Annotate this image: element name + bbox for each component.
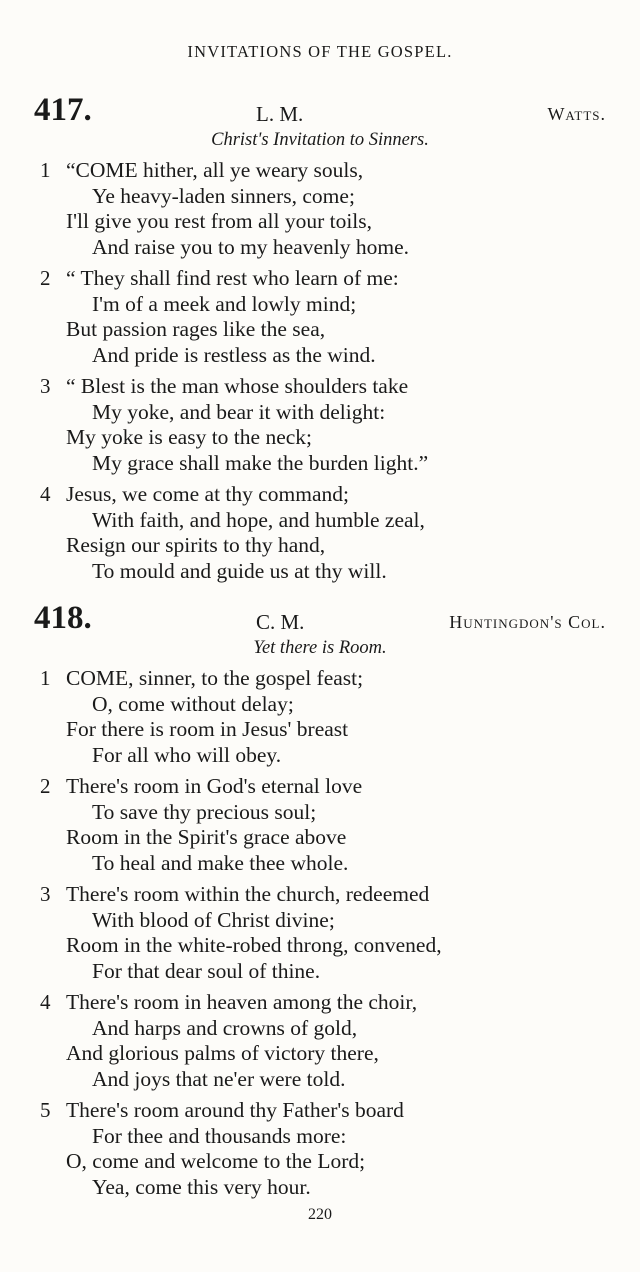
hymn-header [34, 92, 606, 128]
verse-line: To save thy precious soul; [92, 799, 317, 824]
verse-line: For thee and thousands more: [92, 1123, 347, 1148]
verse-number: 2 [40, 266, 51, 290]
verse-number: 4 [40, 990, 51, 1014]
verse-line: I'll give you rest from all your toils, [66, 209, 373, 233]
verse-number: 5 [40, 1098, 51, 1122]
verse-line: Yea, come this very hour. [92, 1174, 311, 1199]
verse-line: Room in the Spirit's grace above [66, 825, 347, 849]
hymn-number: 418. [34, 600, 92, 636]
hymn-author: Huntingdon's Col. [449, 612, 606, 632]
verse-number: 1 [40, 158, 51, 182]
verse-line: O, come and welcome to the Lord; [66, 1149, 366, 1173]
verse-line: And raise you to my heavenly home. [92, 234, 410, 259]
verse-line: And glorious palms of victory there, [66, 1041, 379, 1065]
verse-line: My yoke is easy to the neck; [66, 425, 313, 449]
verse-line: Room in the white-robed throng, convened, [66, 933, 442, 957]
verse-line: There's room around thy Father's board [66, 1098, 404, 1122]
verse-line: There's room in heaven among the choir, [66, 990, 418, 1014]
hymn-meter: L. M. [256, 102, 304, 126]
verse-line: And harps and crowns of gold, [92, 1015, 358, 1040]
verse-number: 2 [40, 774, 51, 798]
hymn-meter: C. M. [256, 610, 305, 634]
hymn-author: Watts. [547, 104, 606, 124]
verse-line: Ye heavy-laden sinners, come; [92, 183, 355, 208]
verse-number: 3 [40, 882, 51, 906]
verse-line: “ Blest is the man whose shoulders take [66, 374, 409, 398]
hymn-header [34, 600, 606, 636]
verse-line: Jesus, we come at thy command; [66, 482, 350, 506]
verse-line: To mould and guide us at thy will. [92, 558, 387, 583]
verse-line: To heal and make thee whole. [92, 850, 349, 875]
verse-number: 1 [40, 666, 51, 690]
verse-line: My yoke, and bear it with delight: [92, 399, 386, 424]
verse-line: O, come without delay; [92, 691, 294, 716]
verse-line: And pride is restless as the wind. [92, 342, 376, 367]
verse-line: There's room within the church, redeemed [66, 882, 430, 906]
hymn-number: 417. [34, 92, 92, 128]
verse-line: My grace shall make the burden light.” [92, 450, 429, 475]
verse-line: With blood of Christ divine; [92, 907, 335, 932]
verse-line: With faith, and hope, and humble zeal, [92, 507, 425, 532]
verse-line: For all who will obey. [92, 742, 282, 767]
verse-line: COME, sinner, to the gospel feast; [66, 666, 364, 690]
verse-number: 4 [40, 482, 51, 506]
verse-line: There's room in God's eternal love [66, 774, 363, 798]
page-number: 220 [308, 1206, 332, 1223]
verse-line: Resign our spirits to thy hand, [66, 533, 326, 557]
hymn-subtitle: Christ's Invitation to Sinners. [211, 130, 429, 150]
verse-line: I'm of a meek and lowly mind; [92, 291, 357, 316]
verse-line: “COME hither, all ye weary souls, [66, 158, 364, 182]
verse-line: For that dear soul of thine. [92, 958, 321, 983]
verse-line: For there is room in Jesus' breast [66, 717, 349, 741]
hymn-subtitle: Yet there is Room. [253, 638, 387, 658]
verse-line: “ They shall find rest who learn of me: [66, 266, 399, 290]
verse-line: But passion rages like the sea, [66, 317, 326, 341]
verse-number: 3 [40, 374, 51, 398]
running-head: INVITATIONS OF THE GOSPEL. [187, 42, 453, 61]
verse-line: And joys that ne'er were told. [92, 1066, 346, 1091]
